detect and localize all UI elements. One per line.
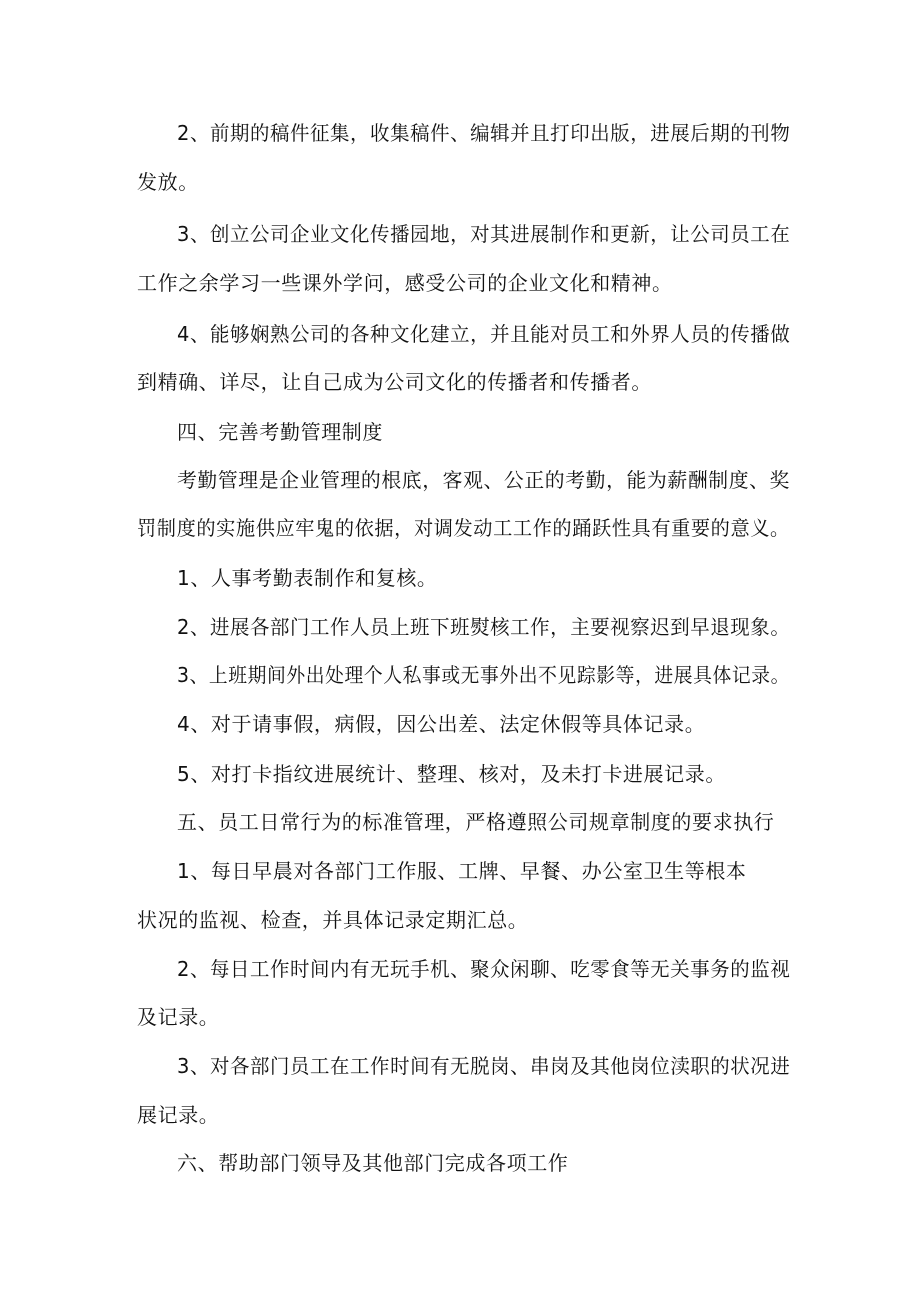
text-line: 展记录。 xyxy=(137,1103,220,1127)
text-line: 考勤管理是企业管理的根底，客观、公正的考勤，能为薪酬制度、奖 xyxy=(177,468,790,492)
list-item: 3、对各部门员工在工作时间有无脱岗、串岗及其他岗位渎职的状况进 xyxy=(177,1054,791,1078)
list-item: 4、对于请事假，病假，因公出差、法定休假等具体记录。 xyxy=(177,712,706,736)
text-line: 3、创立公司企业文化传播园地，对其进展制作和更新，让公司员工在 xyxy=(177,222,791,246)
text-line: 状况的监视、检查，并具体记录定期汇总。 xyxy=(137,908,529,932)
list-item: 1、人事考勤表制作和复核。 xyxy=(177,566,438,590)
text-line: 4、能够娴熟公司的各种文化建立，并且能对员工和外界人员的传播做 xyxy=(177,322,791,346)
text-line: 到精确、详尽，让自己成为公司文化的传播者和传播者。 xyxy=(137,370,652,394)
text-line: 罚制度的实施供应牢鬼的依据，对调发动工工作的踊跃性具有重要的意义。 xyxy=(137,516,790,540)
list-item: 2、进展各部门工作人员上班下班熨核工作，主要视察迟到早退现象。 xyxy=(177,615,791,639)
section-heading: 四、完善考勤管理制度 xyxy=(177,420,383,444)
list-item: 2、每日工作时间内有无玩手机、聚众闲聊、吃零食等无关事务的监视 xyxy=(177,957,791,981)
text-line: 发放。 xyxy=(137,170,199,194)
section-heading: 六、帮助部门领导及其他部门完成各项工作 xyxy=(177,1151,569,1175)
section-heading: 五、员工日常行为的标准管理，严格遵照公司规章制度的要求执行 xyxy=(177,810,775,834)
list-item: 5、对打卡指纹进展统计、整理、核对，及未打卡进展记录。 xyxy=(177,762,726,786)
list-item: 1、每日早晨对各部门工作服、工牌、早餐、办公室卫生等根本 xyxy=(177,859,747,883)
list-item: 3、上班期间外出处理个人私事或无事外出不见踪影等，进展具体记录。 xyxy=(177,663,790,687)
text-line: 工作之余学习一些课外学问，感受公司的企业文化和精神。 xyxy=(137,271,673,295)
text-line: 2、前期的稿件征集，收集稿件、编辑并且打印出版，进展后期的刊物 xyxy=(177,121,791,145)
text-line: 及记录。 xyxy=(137,1005,220,1029)
